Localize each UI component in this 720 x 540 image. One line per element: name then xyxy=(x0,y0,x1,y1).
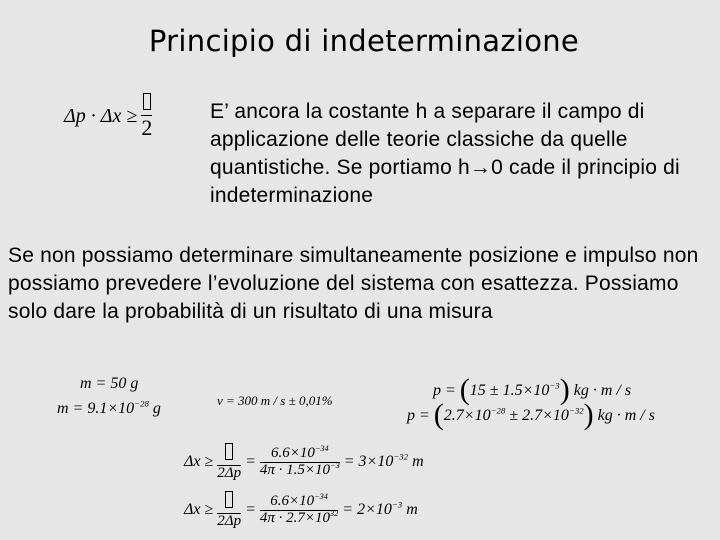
p2-mid: ± 2.7×10 xyxy=(505,407,569,424)
velocity: v = 300 m / s ± 0,01% xyxy=(217,393,333,408)
dx1-num: 6.6×10 xyxy=(270,445,315,461)
dx1-res-unit: m xyxy=(408,453,424,471)
mass-micro-exp: −28 xyxy=(134,398,149,409)
uncertainty-relation xyxy=(64,93,152,139)
dx1-den2: 4π · 1.5×10 xyxy=(259,461,331,478)
dx1-den2-exp: −3 xyxy=(330,460,340,470)
dx2-lhs: Δx ≥ xyxy=(184,501,214,519)
dx1-res: = 3×10 xyxy=(343,453,394,471)
p1-exp: −3 xyxy=(549,380,560,391)
hbar-over-2 xyxy=(141,93,152,139)
mass-micro-base: m = 9.1×10 xyxy=(57,400,135,417)
dx1-lhs: Δx ≥ xyxy=(184,453,214,471)
dx1-den1: 2Δp xyxy=(217,464,242,481)
dx2-den2: 4π · 2.7×10 xyxy=(259,509,331,526)
dx2-res: = 2×10 xyxy=(342,501,392,519)
dx2-result xyxy=(342,501,418,519)
slide-title: Principio di indeterminazione xyxy=(148,24,580,58)
dx2-eq: = xyxy=(245,501,256,519)
p2-exp1: −28 xyxy=(490,405,506,416)
body-paragraph: Se non possiamo determinare simultaneamente posizione e impulso non possiamo prevedere l’evoluzione del sistema con esattezza. Possiamo solo dare la probabilità di un risultato di una misura xyxy=(8,244,699,323)
dx2-den2-exp: 32 xyxy=(330,508,339,518)
p1-pre: p = xyxy=(433,382,460,399)
momentum-macro: $p = (15 \pm 1.5\times 10^{-3})$ kg · m / s xyxy=(433,373,632,406)
dx1-res-exp: −32 xyxy=(393,451,409,462)
momentum-micro: $p = (2.7\times 10^{-28} \pm 2.7\times 10^{-32})$ kg · m / s xyxy=(407,398,655,431)
dx1-frac2 xyxy=(259,443,340,479)
mass-macro: m = 50 g xyxy=(80,375,139,392)
p1-unit: kg · m / s xyxy=(569,382,632,399)
dx2-res-unit: m xyxy=(402,501,418,519)
dx1-frac1 xyxy=(217,443,241,482)
delta-x-macro xyxy=(184,443,424,482)
intro-paragraph: E’ ancora la costante h a separare il campo di applicazione delle teorie classiche da quelle quantistiche. Se portiamo h→0 cade il principio di indeterminazione xyxy=(210,100,680,207)
dx2-den1: 2Δp xyxy=(217,512,242,529)
hbar-glyph-box xyxy=(143,93,151,110)
p1-val: 15 ± 1.5×10 xyxy=(469,382,550,399)
p2-unit: kg · m / s xyxy=(593,407,655,424)
hbar-glyph-box xyxy=(225,491,233,508)
dx1-result xyxy=(344,453,424,471)
p2-val1: 2.7×10 xyxy=(443,407,491,424)
dx2-frac2 xyxy=(259,491,339,527)
dx2-num-exp: −34 xyxy=(314,491,328,501)
mass-micro-unit: g xyxy=(148,400,161,417)
dx2-num: 6.6×10 xyxy=(270,493,315,509)
delta-x-micro xyxy=(184,491,418,530)
dx2-res-exp: −3 xyxy=(391,499,403,510)
p2-pre: p = xyxy=(407,407,434,424)
p2-exp2: −32 xyxy=(568,405,584,416)
mass-micro xyxy=(57,400,161,418)
dx2-frac1 xyxy=(217,491,241,530)
dx1-eq: = xyxy=(245,453,256,471)
uncertainty-lhs: Δp · Δx ≥ xyxy=(64,104,138,127)
hbar-glyph-box xyxy=(225,443,233,460)
dx1-num-exp: −34 xyxy=(314,443,329,453)
uncertainty-den: 2 xyxy=(141,115,153,141)
